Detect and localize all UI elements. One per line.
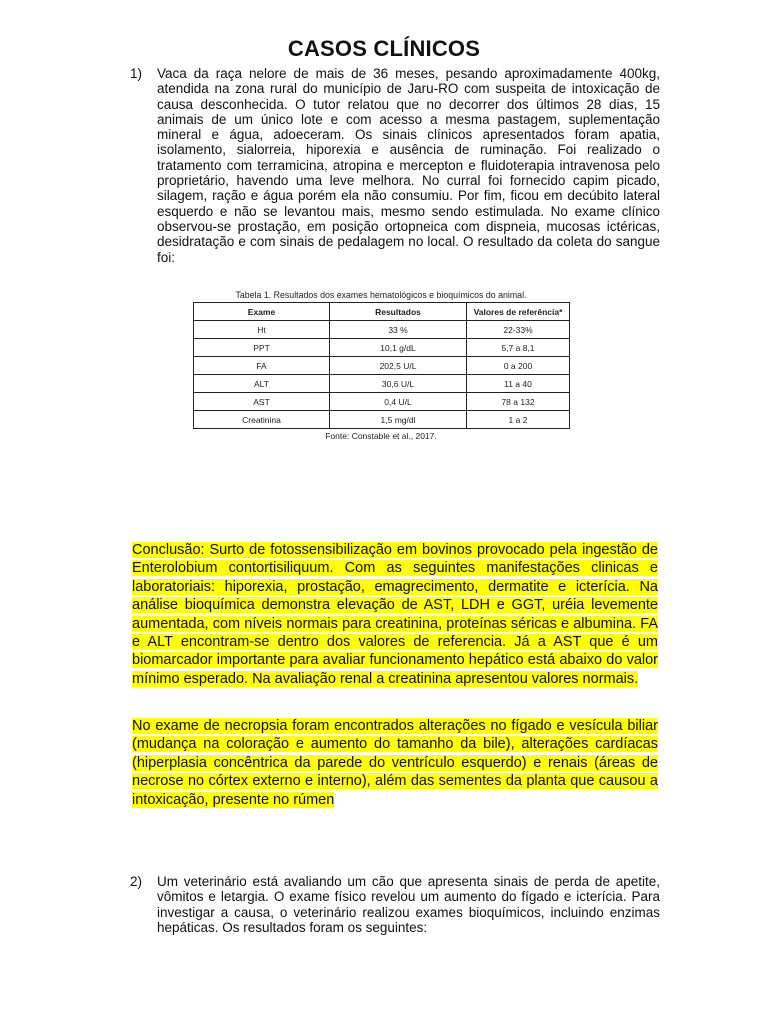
cell-result: 1,5 mg/dl bbox=[330, 411, 467, 429]
necropsy-text: No exame de necropsia foram encontrados alterações no fígado e vesícula biliar (mudança na coloração e aumento do tamanho da bile), alterações cardíacas (hiperplasia concêntrica da parede do ventrículo esquerdo) e renais (áreas de necrose no córtex externo e interno), além das sementes da planta que causou a intoxicação, presente no rúmen bbox=[132, 718, 658, 808]
conclusion-text: Conclusão: Surto de fotossensibilização em bovinos provocado pela ingestão de Enterolobium contortisiliquum. Com as seguintes manifestações clinicas e laboratoriais: hiporexia, prostação, emagrecimento, dermatite e icterícia. Na análise bioquímica demonstra elevação de AST, LDH e GGT, uréia levemente aumentada, com níveis normais para creatinina, proteínas séricas e albumina. FA e ALT encontram-se dentro dos valores de referencia. Já a AST que é um biomarcador importante para avaliar funcionamento hepático está abaixo do valor mínimo esperado. Na avaliação renal a creatinina apresentou valores normais. bbox=[132, 542, 658, 687]
table-source: Fonte: Constable et al., 2017. bbox=[325, 431, 437, 441]
cell-reference: 11 a 40 bbox=[467, 375, 570, 393]
table-row bbox=[194, 357, 570, 375]
cell-exam: PPT bbox=[194, 339, 330, 357]
cell-exam: Creatinina bbox=[194, 411, 330, 429]
cell-reference: 5,7 a 8,1 bbox=[467, 339, 570, 357]
cell-reference: 0 a 200 bbox=[467, 357, 570, 375]
conclusion-paragraph bbox=[132, 541, 658, 688]
case-1 bbox=[130, 66, 660, 265]
cell-result: 0,4 U/L bbox=[330, 393, 467, 411]
cell-result: 10,1 g/dL bbox=[330, 339, 467, 357]
header-exame: Exame bbox=[194, 303, 330, 321]
case-2 bbox=[130, 874, 660, 935]
case-1-text: Vaca da raça nelore de mais de 36 meses, pesando aproximadamente 400kg, atendida na zona rural do município de Jaru-RO com suspeita de intoxicação de causa desconhecida. O tutor relatou que no decorrer dos últimos 28 dias, 15 animais de um único lote e com acesso a mesma pastagem, suplementação mineral e água, adoeceram. Os sinais clínicos apresentados foram apatia, isolamento, sialorreia, hiporexia e ausência de ruminação. Foi realizado o tratamento com terramicina, atropina e mercepton e fluidoterapia intravenosa pelo proprietário, havendo uma leve melhora. No curral foi fornecido capim picado, silagem, ração e água porém ela não consumiu. Por fim, ficou em decúbito lateral esquerdo e não se levantou mais, mesmo sendo estimulada. No exame clínico observou-se prostação, em posição ortopneica com dispneia, mucosas ictéricas, desidratação e com sinais de pedalagem no local. O resultado da coleta do sangue foi: bbox=[157, 66, 660, 265]
cell-exam: FA bbox=[194, 357, 330, 375]
case-2-number: 2) bbox=[130, 874, 143, 889]
header-resultados: Resultados bbox=[330, 303, 467, 321]
case-1-number: 1) bbox=[130, 66, 143, 81]
cell-result: 30,6 U/L bbox=[330, 375, 467, 393]
table-row bbox=[194, 411, 570, 429]
cell-reference: 1 a 2 bbox=[467, 411, 570, 429]
header-referencia: Valores de referência* bbox=[467, 303, 570, 321]
table-row bbox=[194, 375, 570, 393]
page-title: CASOS CLÍNICOS bbox=[287, 36, 481, 61]
table-row bbox=[194, 339, 570, 357]
results-table-figure bbox=[193, 290, 569, 441]
cell-result: 202,5 U/L bbox=[330, 357, 467, 375]
cell-result: 33 % bbox=[330, 321, 467, 339]
table-row bbox=[194, 393, 570, 411]
table-header-row bbox=[194, 303, 570, 321]
cell-exam: AST bbox=[194, 393, 330, 411]
table-row bbox=[194, 321, 570, 339]
necropsy-paragraph bbox=[132, 717, 658, 809]
case-2-text: Um veterinário está avaliando um cão que apresenta sinais de perda de apetite, vômitos e letargia. O exame físico revelou um aumento do fígado e icterícia. Para investigar a causa, o veterinário realizou exames bioquímicos, incluindo enzimas hepáticas. Os resultados foram os seguintes: bbox=[157, 874, 660, 935]
cell-reference: 78 a 132 bbox=[467, 393, 570, 411]
cell-exam: ALT bbox=[194, 375, 330, 393]
cell-exam: Ht bbox=[194, 321, 330, 339]
table-caption: Tabela 1. Resultados dos exames hematológicos e bioquímicos do animal. bbox=[235, 290, 527, 300]
cell-reference: 22-33% bbox=[467, 321, 570, 339]
results-table bbox=[193, 302, 570, 429]
